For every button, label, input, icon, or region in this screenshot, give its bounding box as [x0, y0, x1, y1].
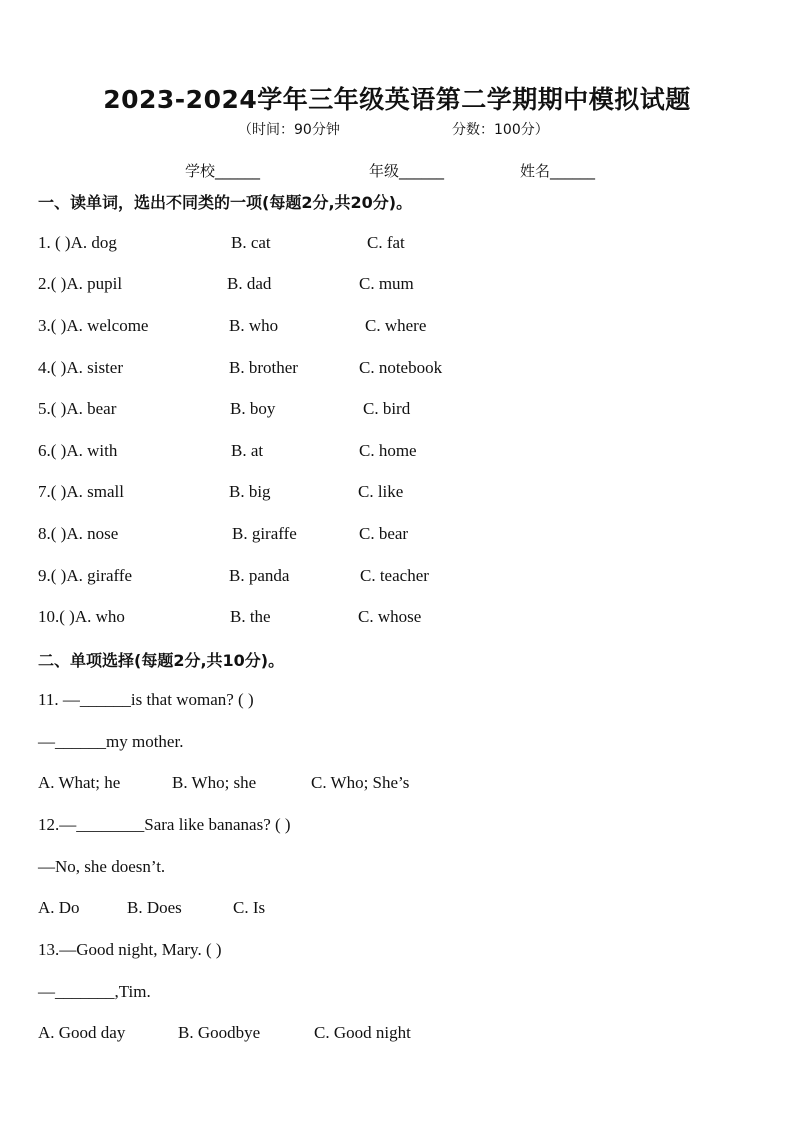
question-1-a: 1. ( )A. dog — [38, 233, 117, 252]
section-2-heading: 二、单项选择(每题2分,共10分)。 — [38, 651, 285, 670]
question-11-option-b: B. Who; she — [172, 773, 257, 792]
question-9-a: 9.( )A. giraffe — [38, 566, 133, 585]
question-12-option-c: C. Is — [233, 898, 266, 917]
question-11-stem: 11. —______is that woman? ( ) — [38, 690, 254, 709]
exam-time: （时间：90分钟 — [238, 122, 340, 138]
question-2-b: B. dad — [227, 274, 272, 293]
question-2-c: C. mum — [359, 274, 414, 293]
question-3-a: 3.( )A. welcome — [38, 316, 149, 335]
question-12-reply: —No, she doesn’t. — [38, 857, 166, 876]
question-6-a: 6.( )A. with — [38, 441, 118, 460]
question-5-b: B. boy — [230, 399, 276, 418]
question-3-b: B. who — [229, 316, 279, 335]
exam-score: 分数：100分） — [452, 122, 549, 138]
question-5-a: 5.( )A. bear — [38, 399, 117, 418]
grade-field: 年级______ — [369, 162, 445, 180]
question-5-c: C. bird — [363, 399, 411, 418]
question-12-option-b: B. Does — [127, 898, 182, 917]
question-4-c: C. notebook — [359, 358, 443, 377]
question-13-option-c: C. Good night — [314, 1023, 411, 1042]
question-10-b: B. the — [230, 607, 271, 626]
question-1-b: B. cat — [231, 233, 271, 252]
question-8-b: B. giraffe — [232, 524, 297, 543]
question-8-c: C. bear — [359, 524, 409, 543]
question-7-c: C. like — [358, 482, 404, 501]
question-6-c: C. home — [359, 441, 417, 460]
question-3-c: C. where — [365, 316, 427, 335]
section-1-heading: 一、读单词，选出不同类的一项(每题2分,共20分)。 — [38, 193, 413, 212]
question-13-stem: 13.—Good night, Mary. ( ) — [38, 940, 222, 959]
question-13-reply: —_______,Tim. — [38, 982, 151, 1001]
question-11-option-c: C. Who; She’s — [311, 773, 410, 792]
question-1-c: C. fat — [367, 233, 405, 252]
question-7-a: 7.( )A. small — [38, 482, 124, 501]
question-4-a: 4.( )A. sister — [38, 358, 123, 377]
question-11-option-a: A. What; he — [38, 773, 121, 792]
school-field: 学校______ — [185, 162, 261, 180]
question-11-reply: —______my mother. — [38, 732, 184, 751]
question-12-stem: 12.—________Sara like bananas? ( ) — [38, 815, 291, 834]
question-13-option-b: B. Goodbye — [178, 1023, 261, 1042]
question-12-option-a: A. Do — [38, 898, 80, 917]
question-10-a: 10.( )A. who — [38, 607, 125, 626]
question-10-c: C. whose — [358, 607, 422, 626]
name-field: 姓名______ — [520, 162, 596, 180]
page-title: 2023-2024学年三年级英语第二学期期中模拟试题 — [103, 85, 691, 114]
question-4-b: B. brother — [229, 358, 298, 377]
question-6-b: B. at — [231, 441, 264, 460]
question-7-b: B. big — [229, 482, 271, 501]
question-9-b: B. panda — [229, 566, 290, 585]
question-8-a: 8.( )A. nose — [38, 524, 119, 543]
question-9-c: C. teacher — [360, 566, 429, 585]
question-2-a: 2.( )A. pupil — [38, 274, 123, 293]
question-13-option-a: A. Good day — [38, 1023, 126, 1042]
